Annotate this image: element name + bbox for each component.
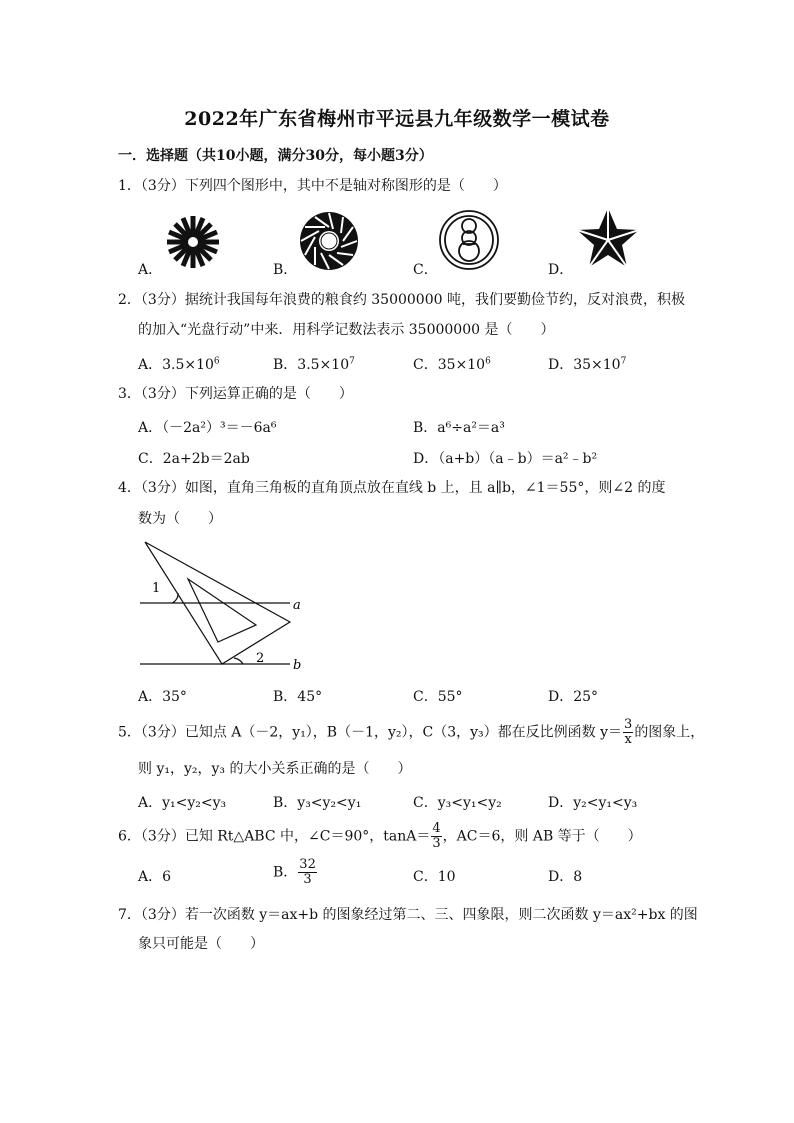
- q4-option-c[interactable]: C．55°: [413, 689, 463, 705]
- q5-fraction-denominator: x: [624, 732, 632, 747]
- q1-figure-c-icon: [436, 208, 504, 272]
- q2-option-d[interactable]: D．$35\times 10^7$: [548, 356, 627, 373]
- q2-option-b[interactable]: B．$3.5\times 10^7$: [273, 356, 355, 373]
- q6-option-b-numerator: 32: [299, 857, 316, 872]
- q6-option-b-denominator: 3: [303, 872, 312, 887]
- q5-fraction-numerator: 3: [624, 717, 633, 732]
- question-2-line2: 的加入“光盘行动”中来．用科学记数法表示 35000000 是（ ）: [138, 322, 555, 338]
- q2-option-a[interactable]: A．$3.5\times 10^6$: [138, 356, 220, 373]
- q6-option-b[interactable]: [273, 858, 318, 887]
- q3-option-a[interactable]: A．（－2a²）³＝－6a⁶: [138, 420, 277, 436]
- q6-stem-prefix: 6．（3分）已知 Rt△ABC 中，∠C＝90°，tanA＝: [118, 828, 431, 845]
- q5-option-c[interactable]: C．y₃<y₁<y₂: [413, 795, 502, 811]
- q1-figure-b-icon: [296, 210, 366, 274]
- q4-option-b[interactable]: B．45°: [273, 689, 323, 705]
- q4-label-angle2: 2: [256, 651, 265, 666]
- q4-label-line-a: a: [293, 598, 301, 613]
- section-heading: 一．选择题（共10小题，满分30分，每小题3分）: [118, 148, 433, 164]
- q6-fraction: [431, 822, 441, 851]
- q4-label-angle1: 1: [152, 581, 161, 596]
- question-4-line1: 4．（3分）如图，直角三角板的直角顶点放在直线 b 上，且 a∥b，∠1＝55°，则∠2 的度: [118, 480, 666, 496]
- question-5-line1: [118, 718, 704, 747]
- q3-option-b[interactable]: B．a⁶÷a²＝a³: [413, 420, 505, 436]
- question-2-line1: 2．（3分）据统计我国每年浪费的粮食约 35000000 吨，我们要勤俭节约，反对浪费，积极: [118, 292, 685, 308]
- q5-line1-suffix: 的图象上，: [634, 724, 705, 741]
- q2-option-c[interactable]: C．$35\times 10^6$: [413, 356, 491, 373]
- q3-option-d[interactable]: D．（a+b）（a﹣b）＝a²﹣b²: [413, 451, 598, 467]
- q1-option-a[interactable]: A．: [138, 262, 163, 278]
- question-7-line2: 象只可能是（ ）: [138, 936, 264, 952]
- q4-label-line-b: b: [293, 658, 302, 673]
- q6-option-b-label: B．: [273, 864, 298, 881]
- q4-inner-triangle: [188, 579, 256, 642]
- q5-line1-prefix: 5．（3分）已知点 A（－2，y₁），B（－1，y₂），C（3，y₃）都在反比例函数 y＝: [118, 724, 623, 741]
- q5-fraction: [623, 718, 633, 747]
- q1-option-b[interactable]: B．: [273, 262, 298, 278]
- q3-option-c[interactable]: C．2a+2b＝2ab: [138, 451, 250, 467]
- q6-option-a[interactable]: A．6: [138, 869, 172, 885]
- question-3-stem: 3．（3分）下列运算正确的是（ ）: [118, 386, 353, 402]
- q6-fraction-denominator: 3: [432, 836, 441, 851]
- q1-figure-d-icon: [572, 206, 644, 272]
- q1-option-c[interactable]: C．: [413, 262, 438, 278]
- q6-fraction-numerator: 4: [432, 821, 441, 836]
- q6-option-b-fraction: [298, 858, 317, 887]
- q4-option-d[interactable]: D．25°: [548, 689, 599, 705]
- q4-triangle-figure: [130, 535, 320, 675]
- q6-option-d[interactable]: D．8: [548, 869, 583, 885]
- q5-option-a[interactable]: A．y₁<y₂<y₃: [138, 795, 227, 811]
- q4-angle1-arc: [172, 593, 178, 603]
- q5-option-d[interactable]: D．y₂<y₁<y₃: [548, 795, 638, 811]
- q5-option-b[interactable]: B．y₃<y₂<y₁: [273, 795, 362, 811]
- question-1-stem: 1．（3分）下列四个图形中，其中不是轴对称图形的是（ ）: [118, 178, 507, 194]
- q1-option-d[interactable]: D．: [548, 262, 574, 278]
- q6-stem-suffix: ，AC＝6，则 AB 等于（ ）: [442, 828, 642, 845]
- q1-figure-a-icon: [160, 212, 230, 272]
- q6-option-c[interactable]: C．10: [413, 869, 456, 885]
- q4-angle2-arc: [234, 658, 243, 664]
- question-5-line2: 则 y₁，y₂，y₃ 的大小关系正确的是（ ）: [138, 761, 412, 777]
- question-4-line2: 数为（ ）: [138, 511, 222, 527]
- q4-option-a[interactable]: A．35°: [138, 689, 187, 705]
- question-7-line1: 7．（3分）若一次函数 y＝ax+b 的图象经过第二、三、四象限，则二次函数 y＝ax²+bx 的图: [118, 907, 698, 923]
- page-title: 2022年广东省梅州市平远县九年级数学一模试卷: [184, 108, 610, 130]
- question-6-stem: [118, 822, 642, 851]
